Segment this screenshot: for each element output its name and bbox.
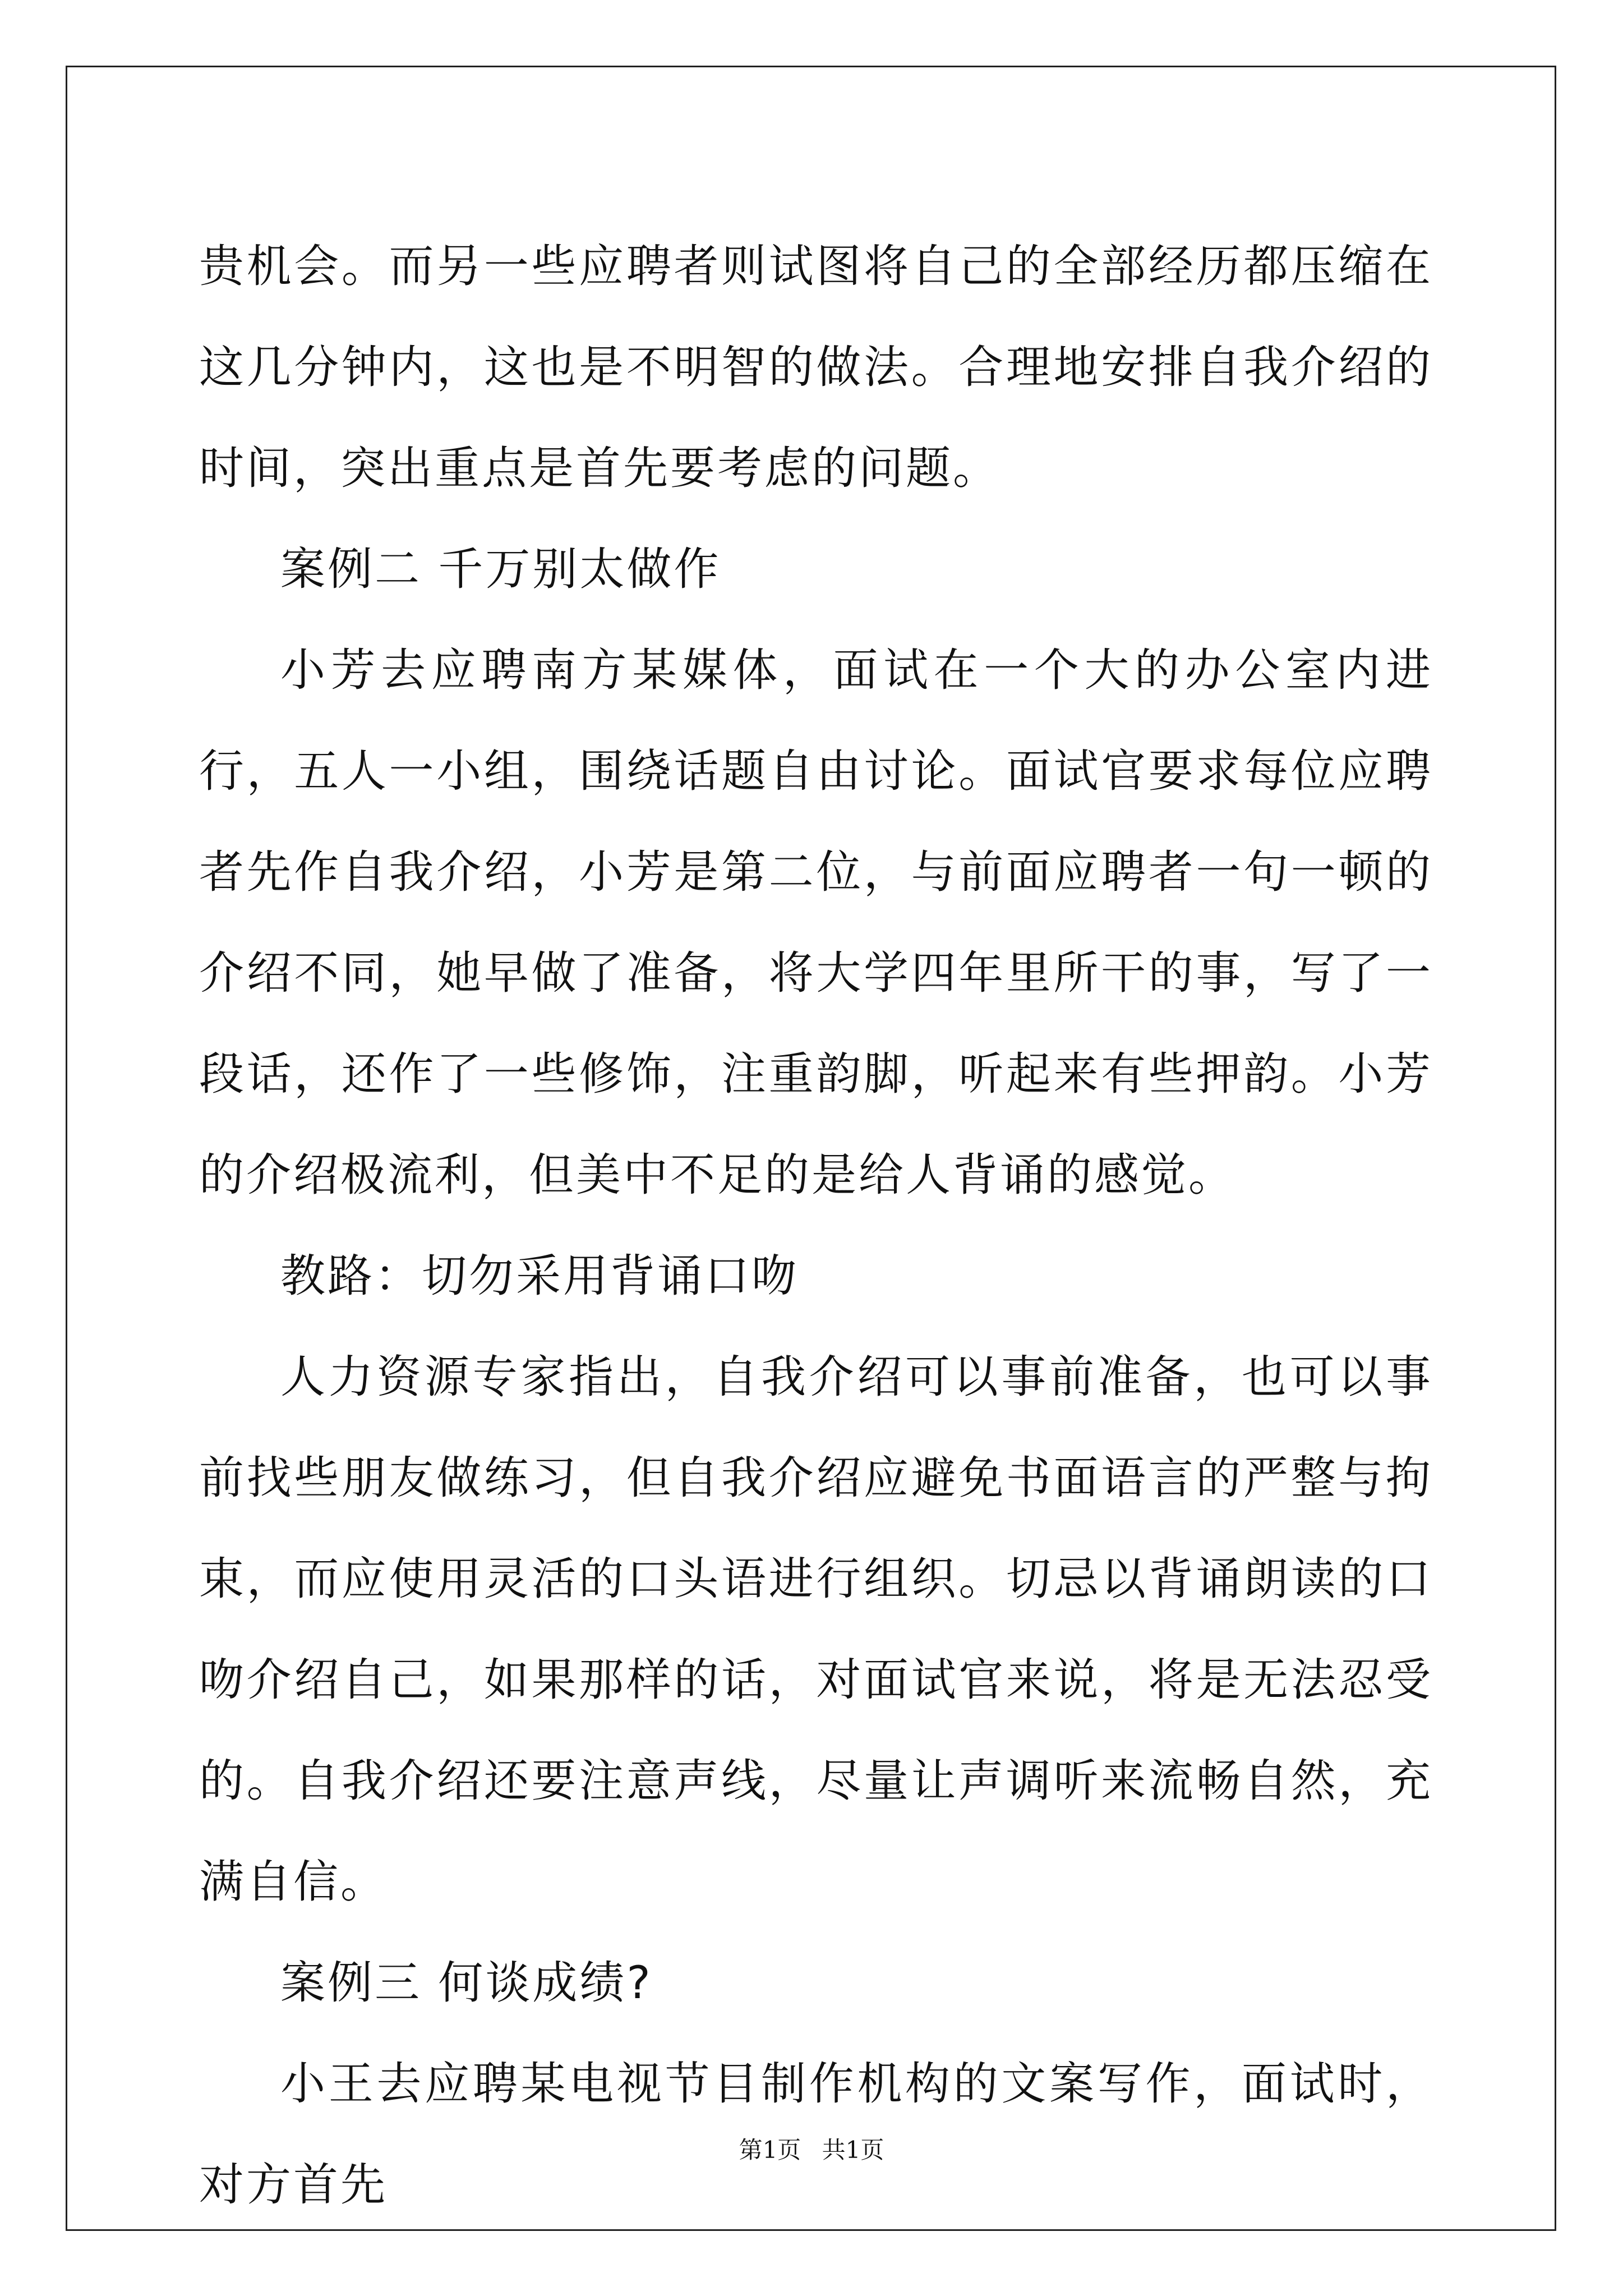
document-body	[199, 216, 1433, 2235]
page-footer	[0, 2132, 1623, 2165]
section-heading: 教路：切勿采用背诵口吻	[280, 1250, 799, 1302]
paragraph: 小芳去应聘南方某媒体，面试在一个大的办公室内进行，五人一小组，围绕话题自由讨论。面试官要求每位应聘者先作自我介绍，小芳是第二位，与前面应聘者一句一顿的介绍不同，她早做了准备，将大学四年里所干的事，写了一段话，还作了一些修饰，注重韵脚，听起来有些押韵。小芳的介绍极流利，但美中不足的是给人背诵的感觉。	[199, 644, 1433, 1201]
page-number: 第1页	[739, 2136, 801, 2164]
page-total: 共1页	[822, 2136, 884, 2164]
paragraph: 小王去应聘某电视节目制作机构的文案写作，面试时，对方首先	[199, 2058, 1433, 2211]
paragraph: 贵机会。而另一些应聘者则试图将自己的全部经历都压缩在这几分钟内，这也是不明智的做法。合理地安排自我介绍的时间，突出重点是首先要考虑的问题。	[199, 240, 1433, 494]
paragraph: 人力资源专家指出，自我介绍可以事前准备，也可以事前找些朋友做练习，但自我介绍应避免书面语言的严整与拘束，而应使用灵活的口头语进行组织。切忌以背诵朗读的口吻介绍自己，如果那样的话，对面试官来说，将是无法忍受的。自我介绍还要注意声线，尽量让声调听来流畅自然，充满自信。	[199, 1351, 1433, 1908]
section-heading: 案例二 千万别太做作	[280, 543, 721, 595]
section-heading: 案例三 何谈成绩?	[280, 1957, 653, 2009]
